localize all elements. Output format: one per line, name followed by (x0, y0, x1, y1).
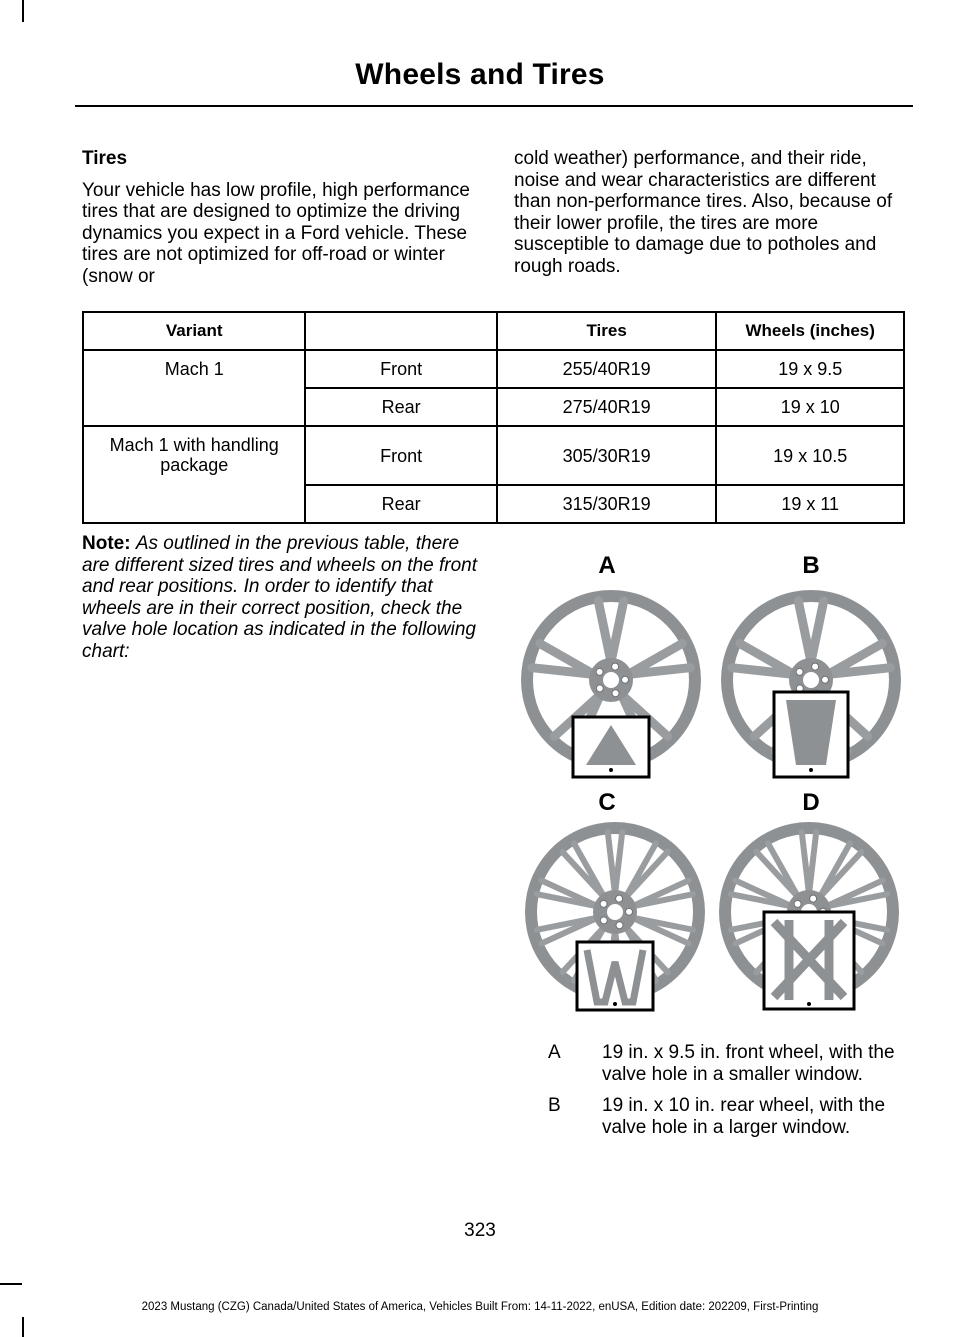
header-tires: Tires (497, 312, 717, 350)
lug-hole (810, 895, 817, 902)
wheels-cell: 19 x 11 (716, 485, 904, 523)
lug-hole (796, 668, 803, 675)
lug-hole (596, 668, 603, 675)
lug-hole (626, 908, 633, 915)
valve-hole (809, 768, 813, 772)
note-label: Note: (82, 533, 131, 554)
lug-hole (600, 900, 607, 907)
hub-bore (803, 672, 819, 688)
list-item (548, 1042, 908, 1085)
wheels-cell: 19 x 10.5 (716, 426, 904, 485)
variant-cell: Mach 1 with handling package (83, 426, 305, 523)
legend-key: B (548, 1095, 561, 1116)
wheel-c-illustration (525, 822, 705, 1010)
crop-mark-bottom-left-vertical (22, 1317, 24, 1337)
crop-mark-bottom-left (0, 1283, 22, 1285)
hub-bore (603, 672, 619, 688)
tire-wheel-table (82, 311, 905, 524)
wheel-label-b: B (802, 552, 820, 579)
lug-hole (622, 676, 629, 683)
figure-legend (548, 1042, 908, 1148)
lug-hole (612, 690, 619, 697)
lug-hole (822, 676, 829, 683)
tires-cell: 315/30R19 (497, 485, 717, 523)
valve-hole (609, 768, 613, 772)
page-title: Wheels and Tires (355, 58, 605, 91)
position-cell: Front (305, 350, 496, 388)
footer-text: 2023 Mustang (CZG) Canada/United States of America, Vehicles Built From: 14-11-2022, enUSA, Edition date: 202209, First-Printing (141, 1301, 819, 1313)
wheel-label-c: C (598, 789, 616, 816)
lug-hole (794, 900, 801, 907)
valve-hole (613, 1002, 617, 1006)
position-cell: Front (305, 426, 496, 485)
lug-hole (616, 922, 623, 929)
table-row (83, 426, 904, 485)
intro-paragraph-left: Your vehicle has low profile, high performance tires that are designed to optimize the driving dynamics you expect in a Ford vehicle. These tires are not optimized for off-road or winter (snow or (82, 179, 470, 287)
tires-cell: 305/30R19 (497, 426, 717, 485)
position-cell: Rear (305, 388, 496, 426)
intro-left-column (82, 148, 477, 287)
wheel-b-illustration (721, 590, 901, 777)
wheel-d-illustration (719, 822, 899, 1009)
crop-mark-top-left (22, 0, 24, 22)
lug-hole (812, 663, 819, 670)
wheel-valve-diagram (515, 548, 910, 1018)
wheel-label-d: D (802, 789, 820, 816)
position-cell: Rear (305, 485, 496, 523)
table-header-row (83, 312, 904, 350)
variant-cell: Mach 1 (83, 350, 305, 426)
header-variant: Variant (83, 312, 305, 350)
list-item (548, 1095, 908, 1138)
page-number: 323 (464, 1220, 496, 1241)
lug-hole (616, 895, 623, 902)
wheel-label-a: A (598, 552, 616, 579)
legend-text: 19 in. x 9.5 in. front wheel, with the valve hole in a smaller window. (602, 1042, 895, 1085)
header-divider (75, 105, 913, 107)
intro-right-column (514, 148, 909, 277)
tires-cell: 255/40R19 (497, 350, 717, 388)
wheels-cell: 19 x 9.5 (716, 350, 904, 388)
header-position (305, 312, 496, 350)
lug-hole (596, 685, 603, 692)
intro-paragraph-right: cold weather) performance, and their ride, noise and wear characteristics are different than non-performance tires. Also, because of their lower profile, the tires are more susceptible to damage due to potholes and rough roads. (514, 148, 893, 277)
hub-bore (607, 904, 623, 920)
wheels-cell: 19 x 10 (716, 388, 904, 426)
tires-cell: 275/40R19 (497, 388, 717, 426)
table-row (83, 350, 904, 388)
valve-hole (807, 1002, 811, 1006)
wheel-a-illustration (521, 590, 701, 777)
note-paragraph (82, 533, 477, 662)
lug-hole (600, 917, 607, 924)
legend-text: 19 in. x 10 in. rear wheel, with the valve hole in a larger window. (602, 1095, 886, 1138)
lug-hole (612, 663, 619, 670)
note-text: As outlined in the previous table, there are different sized tires and wheels on the front and rear positions. In order to identify that wheels are in their correct position, check the valve hole location as indicated in the following chart: (82, 533, 478, 662)
section-heading-tires: Tires (82, 148, 128, 169)
legend-key: A (548, 1042, 561, 1063)
header-wheels: Wheels (inches) (716, 312, 904, 350)
